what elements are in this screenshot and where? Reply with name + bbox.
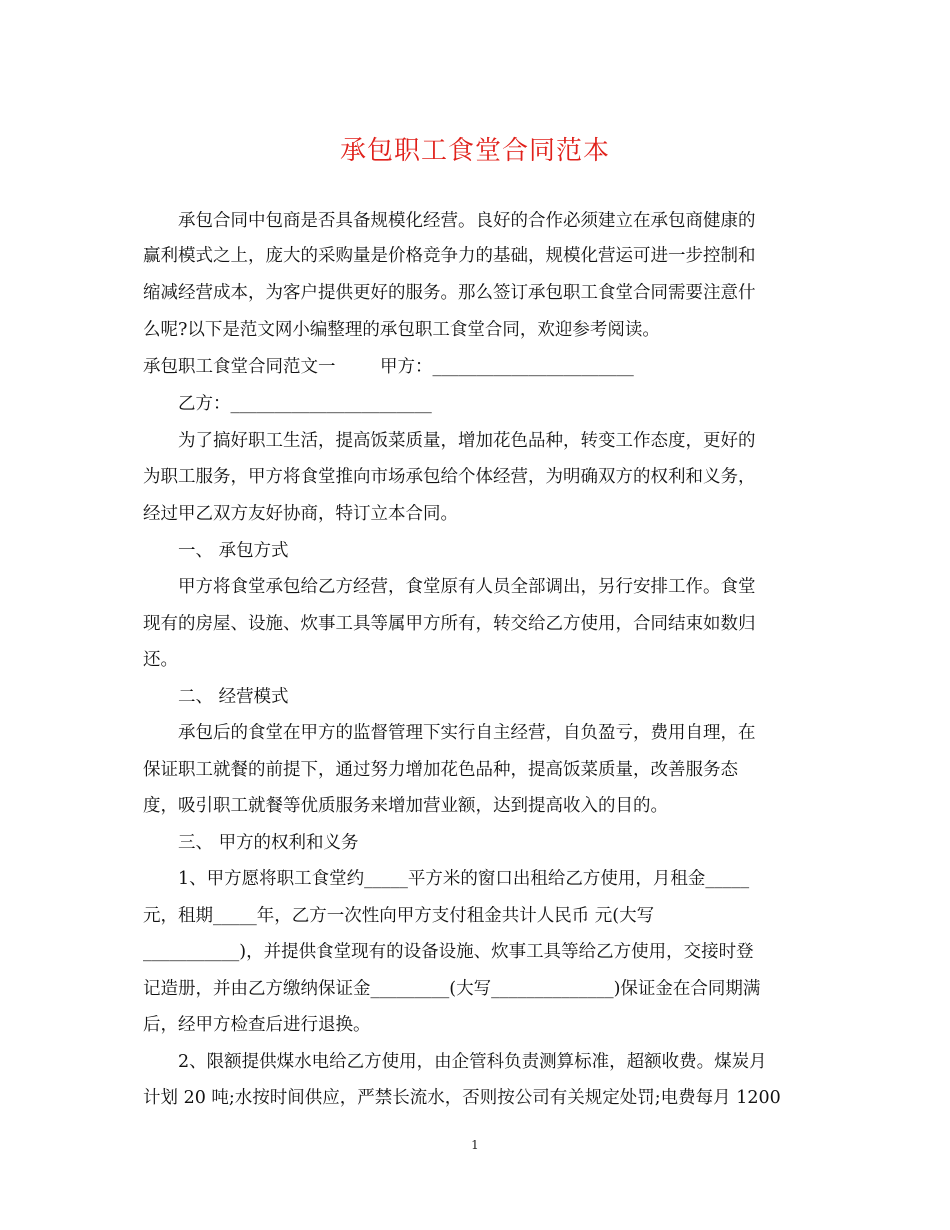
- section-heading-1: 一、 承包方式: [178, 541, 289, 561]
- section2-line: 保证职工就餐的前提下，通过努力增加花色品种，提高饭菜质量，改善服务态: [143, 760, 738, 780]
- section3-item1-line: 1、甲方愿将职工食堂约_____平方米的窗口出租给乙方使用，月租金_____: [178, 869, 750, 889]
- section1-line: 甲方将食堂承包给乙方经营，食堂原有人员全部调出，另行安排工作。食堂: [178, 577, 756, 597]
- sample-heading-party-a: 承包职工食堂合同范文一 甲方：_______________________: [143, 357, 634, 377]
- section2-line: 度，吸引职工就餐等优质服务来增加营业额，达到提高收入的目的。: [143, 796, 668, 816]
- section1-line: 还。: [143, 650, 178, 670]
- section3-item1-line: 记造册，并由乙方缴纳保证金_________(大写______________)保证金在合同期满: [143, 979, 761, 999]
- party-b-line: 乙方：_______________________: [178, 394, 432, 414]
- preamble-line: 为了搞好职工生活，提高饭菜质量，增加花色品种，转变工作态度，更好的: [178, 431, 756, 451]
- preamble-line: 为职工服务，甲方将食堂推向市场承包给个体经营，为明确双方的权利和义务，: [143, 467, 756, 487]
- preamble-line: 经过甲乙双方友好协商，特订立本合同。: [143, 504, 458, 524]
- section3-item1-line: ___________)，并提供食堂现有的设备设施、炊事工具等给乙方使用，交接时登: [143, 942, 754, 962]
- section-heading-3: 三、 甲方的权利和义务: [178, 833, 359, 853]
- section1-line: 现有的房屋、设施、炊事工具等属甲方所有，转交给乙方使用，合同结束如数归: [143, 614, 756, 634]
- page-number: 1: [471, 1138, 479, 1152]
- intro-line: 么呢?以下是范文网小编整理的承包职工食堂合同，欢迎参考阅读。: [143, 320, 660, 340]
- section3-item1-line: 元，租期_____年，乙方一次性向甲方支付租金共计人民币 元(大写: [143, 906, 655, 926]
- section2-line: 承包后的食堂在甲方的监督管理下实行自主经营，自负盈亏，费用自理，在: [178, 723, 756, 743]
- intro-line: 承包合同中包商是否具备规模化经营。良好的合作必须建立在承包商健康的: [178, 211, 756, 231]
- section-heading-2: 二、 经营模式: [178, 687, 289, 707]
- intro-line: 赢利模式之上，庞大的采购量是价格竞争力的基础，规模化营运可进一步控制和: [143, 246, 756, 266]
- intro-line: 缩减经营成本，为客户提供更好的服务。那么签订承包职工食堂合同需要注意什: [143, 283, 756, 303]
- document-title: 承包职工食堂合同范本: [339, 136, 610, 166]
- section3-item1-line: 后，经甲方检查后进行退换。: [143, 1015, 371, 1035]
- section3-item2-line: 2、限额提供煤水电给乙方使用，由企管科负责测算标准，超额收费。煤炭月: [178, 1052, 767, 1072]
- section3-item2-line: 计划 20 吨;水按时间供应，严禁长流水，否则按公司有关规定处罚;电费每月 1200: [143, 1088, 781, 1108]
